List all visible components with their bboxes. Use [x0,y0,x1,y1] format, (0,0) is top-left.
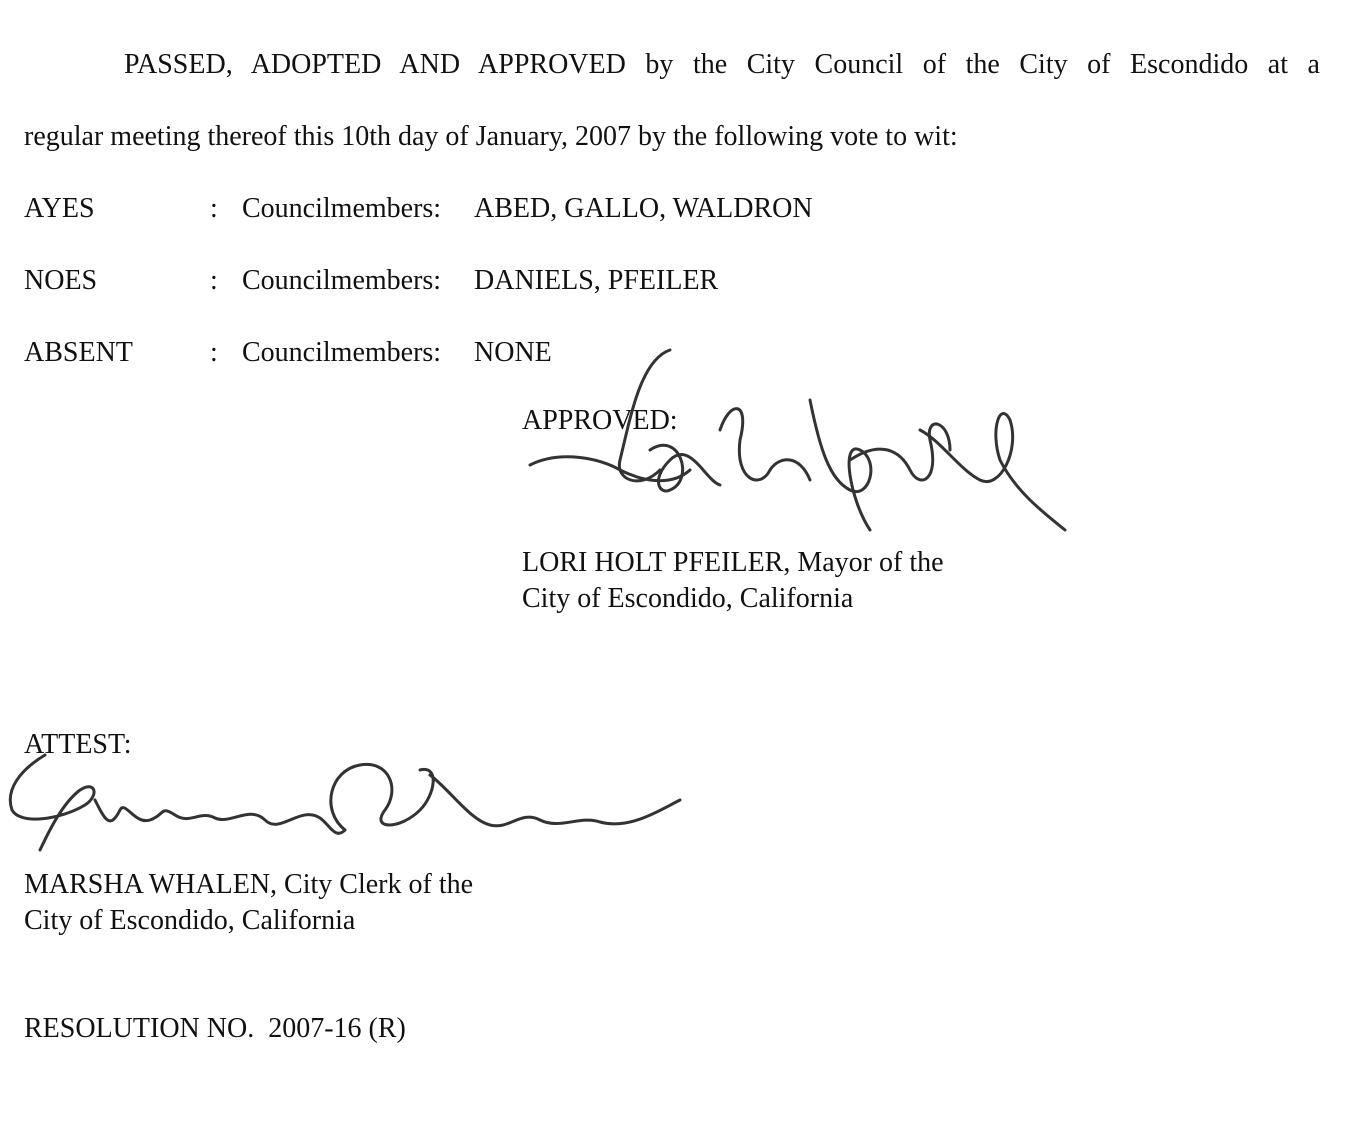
vote-prefix: Councilmembers: [242,265,442,296]
vote-value [242,264,718,298]
resolution-text-line-2: regular meeting thereof this 10th day of January, 2007 by the following vote to wit: [24,121,958,152]
attest-signer-line-1: MARSHA WHALEN, City Clerk of the [24,869,474,900]
approved-heading: APPROVED: [522,405,678,436]
vote-prefix: Councilmembers: [242,193,442,224]
resolution-number: RESOLUTION NO. 2007-16 (R) [24,1013,406,1044]
vote-value [242,336,552,370]
attest-heading: ATTEST: [24,729,132,760]
vote-label: AYES [24,193,95,224]
vote-label: ABSENT [24,337,133,368]
approved-signer-line-2: City of Escondido, California [522,583,854,614]
vote-prefix: Councilmembers: [242,337,442,368]
approved-signer-line-1: LORI HOLT PFEILER, Mayor of the [522,547,944,578]
attest-signer-line-2: City of Escondido, California [24,905,356,936]
vote-names: DANIELS, PFEILER [474,265,719,296]
vote-label: NOES [24,265,98,296]
clerk-signature [0,750,700,870]
vote-colon: : [210,265,218,296]
vote-names: ABED, GALLO, WALDRON [474,193,813,224]
mayor-signature [520,340,1080,540]
vote-value [242,192,813,226]
vote-colon: : [210,337,218,368]
vote-names: NONE [474,337,552,368]
resolution-text-line-1: PASSED, ADOPTED AND APPROVED by the City Council of the City of Escondido at a [124,49,1320,80]
vote-colon: : [210,193,218,224]
